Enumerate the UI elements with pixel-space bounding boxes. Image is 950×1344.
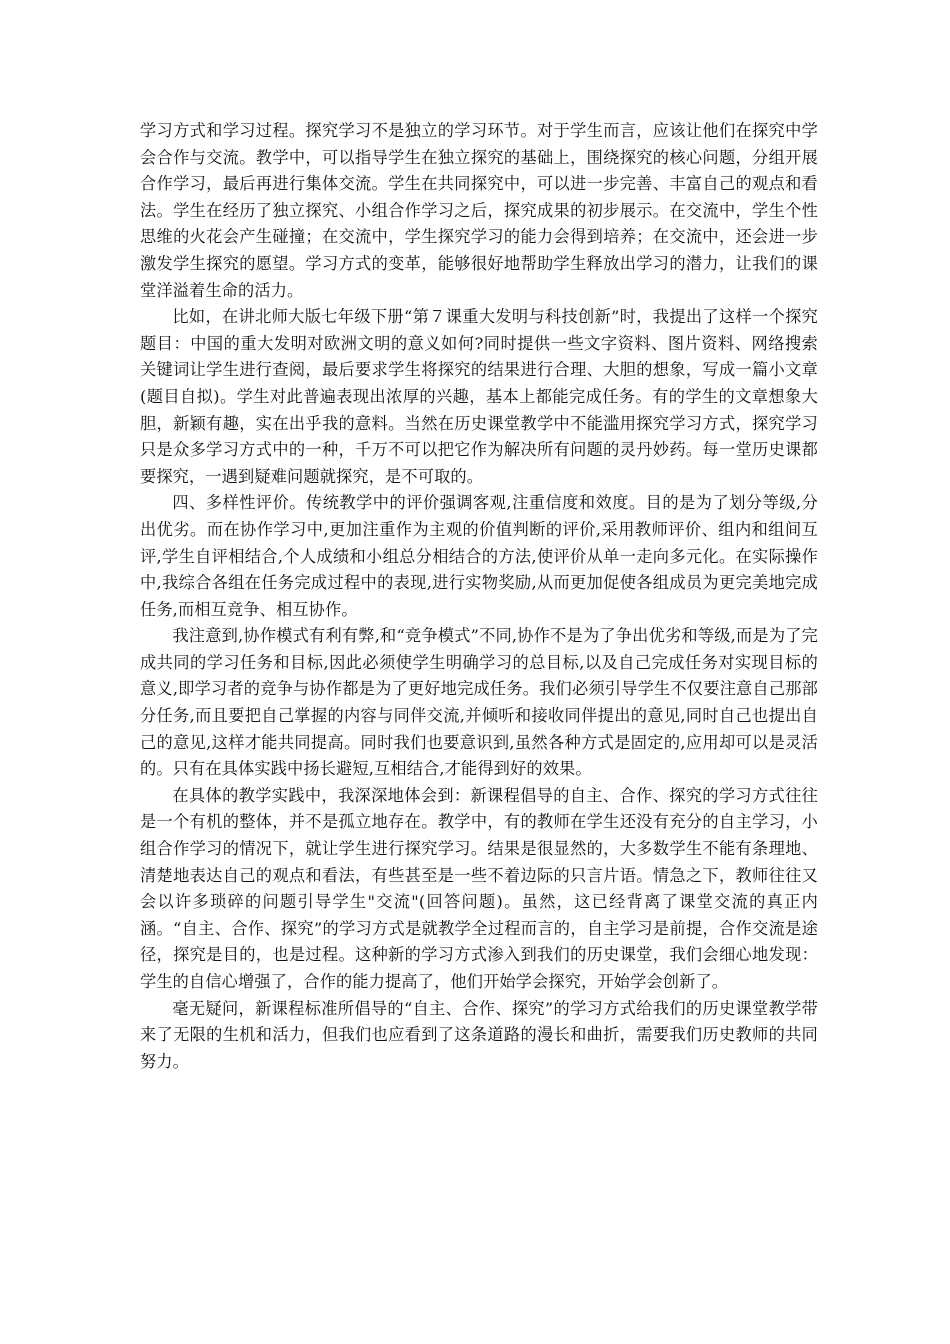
paragraph-collaboration: 我注意到,协作模式有利有弊,和“竞争模式”不同,协作不是为了争出优劣和等级,而是为了完成共同的学习任务和目标,因此必须使学生明确学习的总目标,以及自己完成任务对实现目标的意义,即学习者的竞争与协作都是为了更好地完成任务。我们必须引导学生不仅要注意自己那部分任务,而且要把自己掌握的内容与同伴交流,并倾听和接收同伴提出的意见,同时自己也提出自己的意见,这样才能共同提高。同时我们也要意识到,虽然各种方式是固定的,应用却可以是灵活的。只有在具体实践中扬长避短,互相结合,才能得到好的效果。 xyxy=(140,626,818,779)
paragraph-example: 比如，在讲北师大版七年级下册“第７课重大发明与科技创新”时，我提出了这样一个探究题目：中国的重大发明对欧洲文明的意义如何?同时提供一些文字资料、图片资料、网络搜索关键词让学生进行查阅，最后要求学生将探究的结果进行合理、大胆的想象，写成一篇小文章(题目自拟)。学生对此普遍表现出浓厚的兴趣，基本上都能完成任务。有的学生的文章想象大胆，新颖有趣，实在出乎我的意料。当然在历史课堂教学中不能滥用探究学习方式，探究学习只是众多学习方式中的一种，千万不可以把它作为解决所有问题的灵丹妙药。每一堂历史课都要探究，一遇到疑难问题就探究，是不可取的。 xyxy=(140,307,818,486)
paragraph-practice: 在具体的教学实践中，我深深地体会到：新课程倡导的自主、合作、探究的学习方式往往是一个有机的整体，并不是孤立地存在。教学中，有的教师在学生还没有充分的自主学习，小组合作学习的情况下，就让学生进行探究学习。结果是很显然的，大多数学生不能有条理地、清楚地表达自己的观点和看法，有些甚至是一些不着边际的只言片语。情急之下，教师往往又会以许多琐碎的问题引导学生"交流"(回答问题)。虽然，这已经背离了课堂交流的真正内涵。“自主、合作、探究”的学习方式是就教学全过程而言的，自主学习是前提，合作交流是途径，探究是目的，也是过程。这种新的学习方式渗入到我们的历史课堂，我们会细心地发现：学生的自信心增强了，合作的能力提高了，他们开始学会探究，开始学会创新了。 xyxy=(140,785,818,991)
paragraph-continuation: 学习方式和学习过程。探究学习不是独立的学习环节。对于学生而言，应该让他们在探究中学会合作与交流。教学中，可以指导学生在独立探究的基础上，围绕探究的核心问题，分组开展合作学习，最后再进行集体交流。学生在共同探究中，可以进一步完善、丰富自己的观点和看法。学生在经历了独立探究、小组合作学习之后，探究成果的初步展示。在交流中，学生个性思维的火花会产生碰撞；在交流中，学生探究学习的能力会得到培养；在交流中，还会进一步激发学生探究的愿望。学习方式的变革，能够很好地帮助学生释放出学习的潜力，让我们的课堂洋溢着生命的活力。 xyxy=(140,121,818,300)
document-body xyxy=(140,118,818,1075)
paragraph-evaluation: 四、多样性评价。传统教学中的评价强调客观,注重信度和效度。目的是为了划分等级,分出优劣。而在协作学习中,更加注重作为主观的价值判断的评价,采用教师评价、组内和组间互评,学生自评相结合,个人成绩和小组总分相结合的方法,使评价从单一走向多元化。在实际操作中,我综合各组在任务完成过程中的表现,进行实物奖励,从而更加促使各组成员为更完美地完成任务,而相互竞争、相互协作。 xyxy=(140,493,818,619)
paragraph-conclusion: 毫无疑问，新课程标准所倡导的“自主、合作、探究”的学习方式给我们的历史课堂教学带来了无限的生机和活力，但我们也应看到了这条道路的漫长和曲折，需要我们历史教师的共同努力。 xyxy=(140,998,818,1071)
